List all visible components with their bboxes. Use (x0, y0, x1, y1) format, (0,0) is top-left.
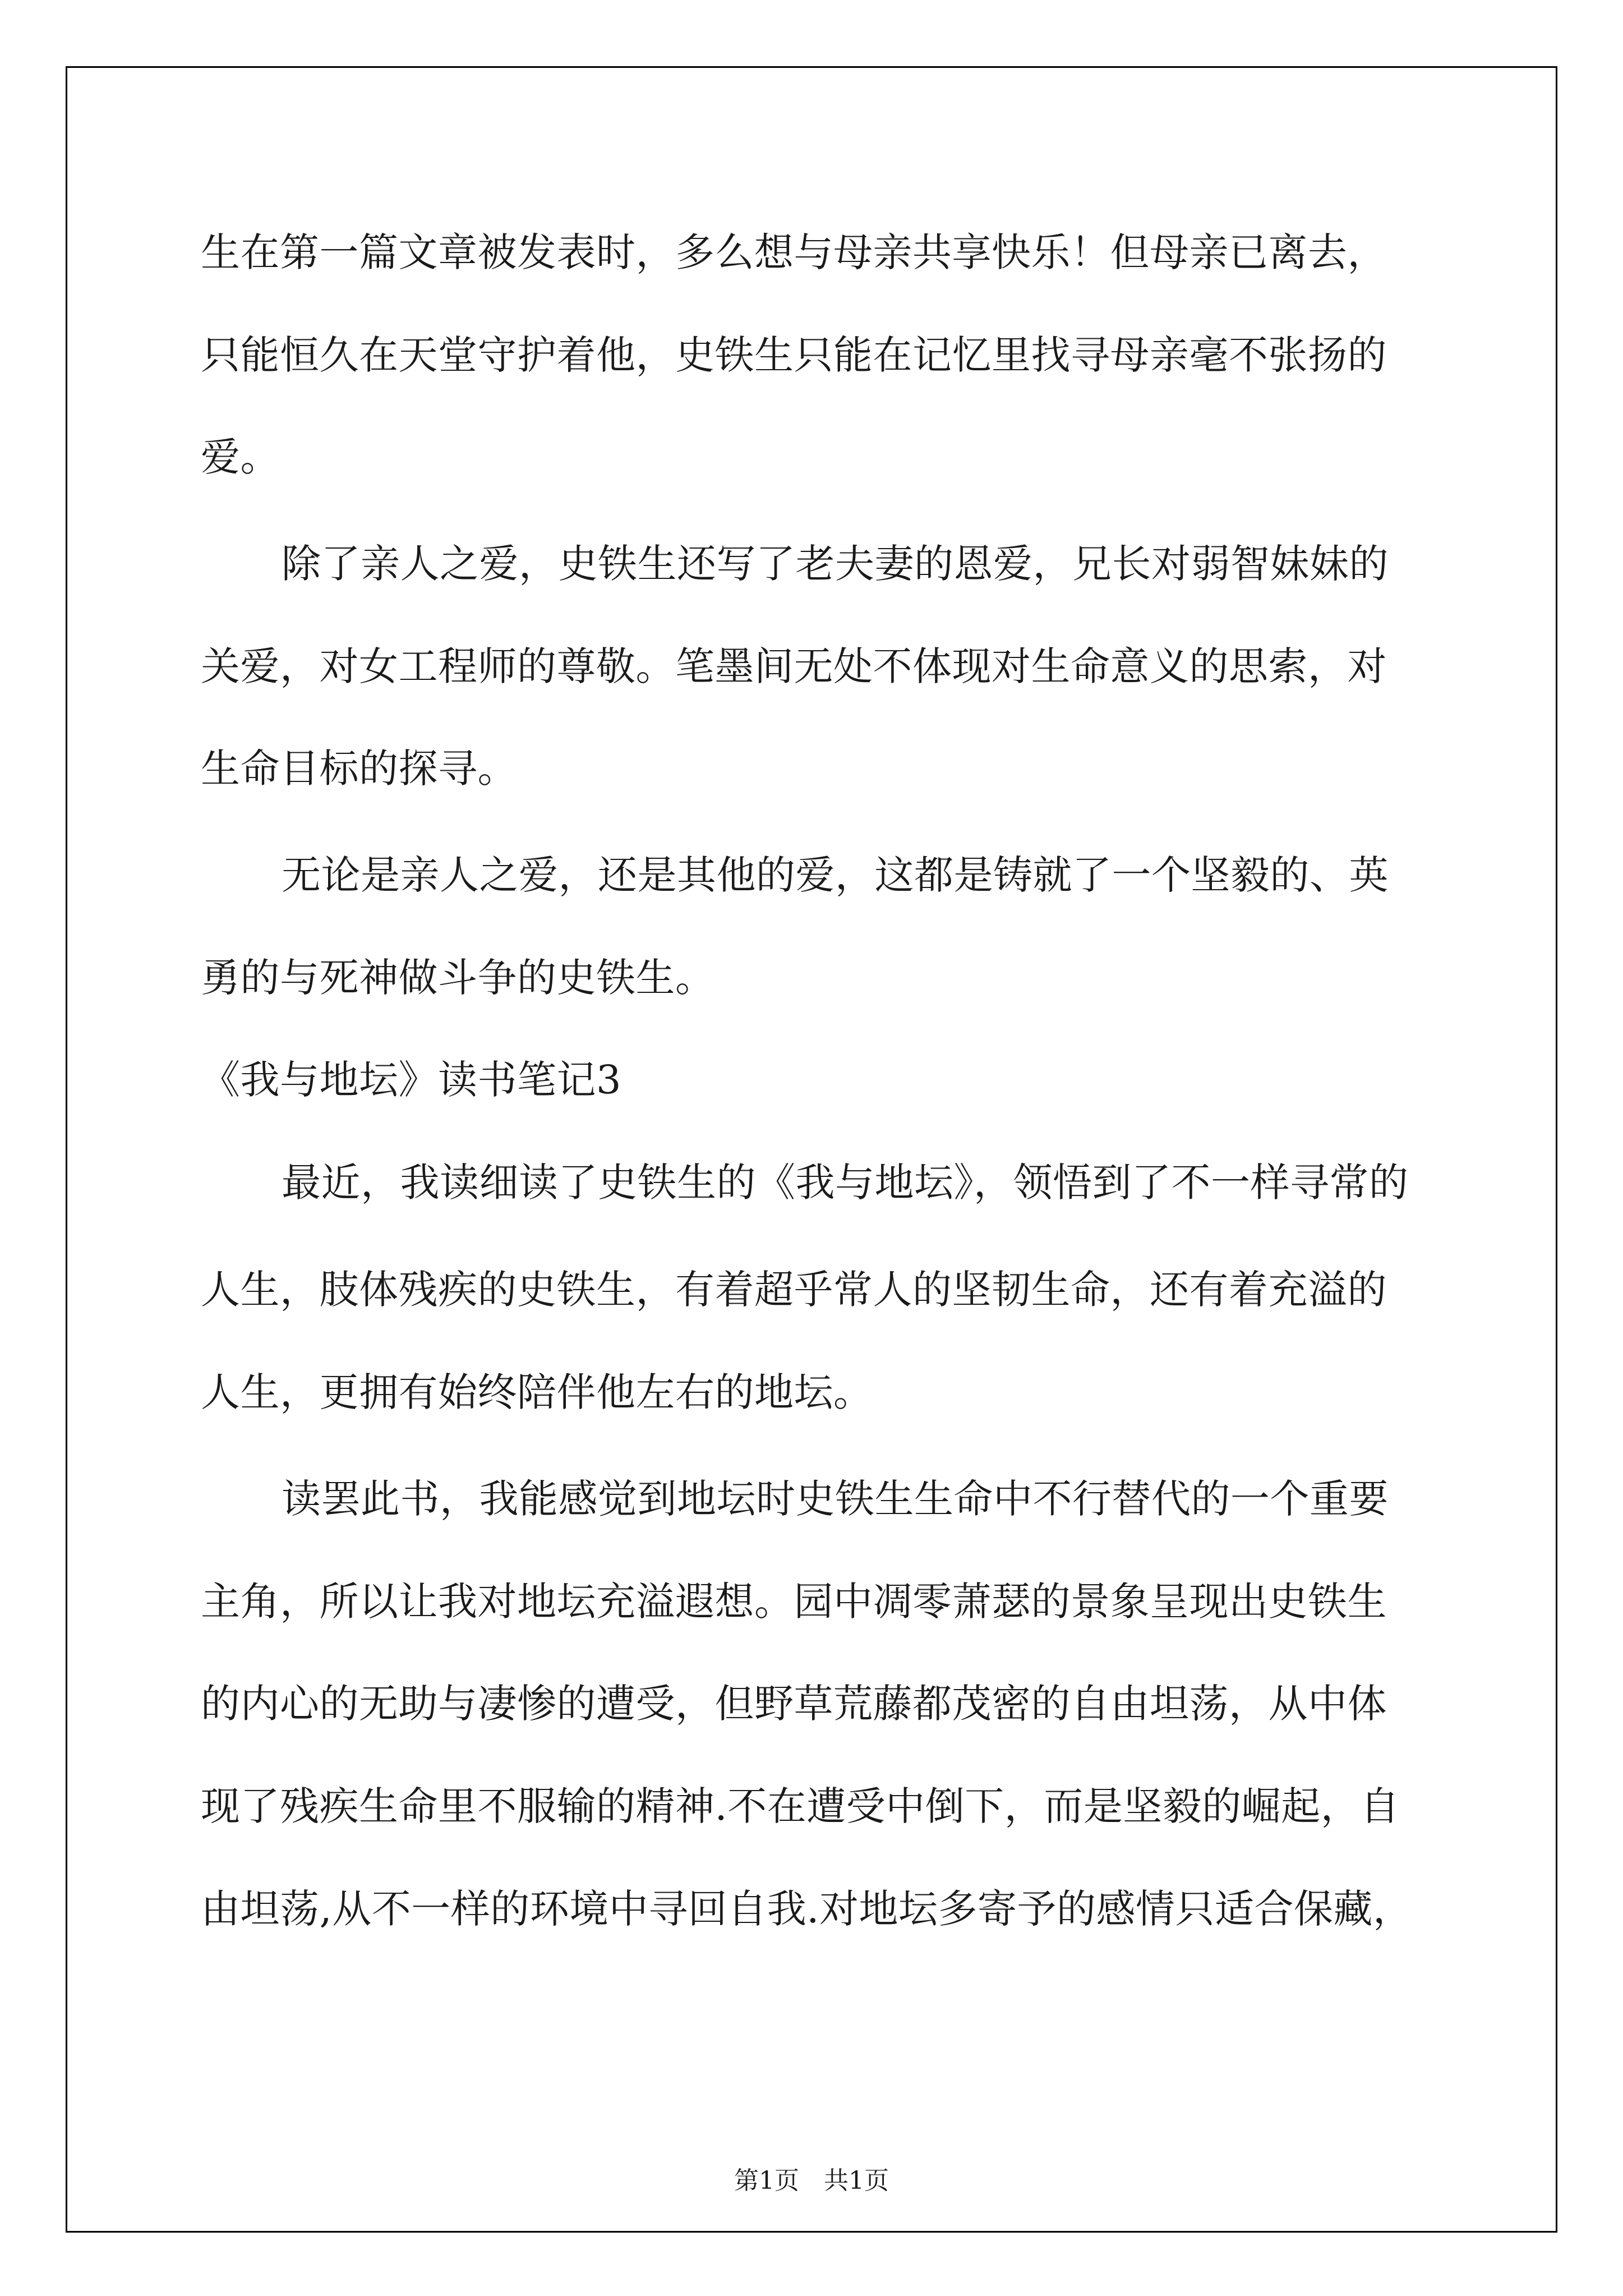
text-line: 勇的与死神做斗争的史铁生。 (201, 955, 715, 1001)
section-heading: 《我与地坛》读书笔记3 (201, 1057, 622, 1103)
text-line: 关爱，对女工程师的尊敬。笔墨间无处不体现对生命意义的思索，对 (201, 643, 1387, 689)
text-line: 的内心的无助与凄惨的遭受，但野草荒藤都茂密的自由坦荡，从中体 (201, 1681, 1387, 1727)
text-line: 生在第一篇文章被发表时，多么想与母亲共享快乐！但母亲已离去， (201, 229, 1387, 275)
text-line: 人生，肢体残疾的史铁生，有着超乎常人的坚韧生命，还有着充溢的 (201, 1267, 1387, 1313)
text-line: 人生，更拥有始终陪伴他左右的地坛。 (201, 1369, 873, 1415)
paragraph-start-line: 无论是亲人之爱，还是其他的爱，这都是铸就了一个坚毅的、英 (282, 852, 1389, 898)
paragraph-start-line: 读罢此书，我能感觉到地坛时史铁生生命中不行替代的一个重要 (282, 1476, 1389, 1522)
paragraph-start-line: 最近，我读细读了史铁生的《我与地坛》，领悟到了不一样寻常的 (282, 1159, 1409, 1205)
text-line: 主角，所以让我对地坛充溢遐想。园中凋零萧瑟的景象呈现出史铁生 (201, 1579, 1387, 1625)
paragraph-start-line: 除了亲人之爱，史铁生还写了老夫妻的恩爱，兄长对弱智妹妹的 (282, 541, 1389, 587)
text-line: 爱。 (201, 434, 280, 480)
text-line: 现了残疾生命里不服输的精神.不在遭受中倒下，而是坚毅的崛起，自 (201, 1783, 1400, 1829)
text-line: 生命目标的探寻。 (201, 746, 517, 792)
page-number-footer: 第1页 共1页 (734, 2166, 889, 2195)
text-line: 由坦荡,从不一样的环境中寻回自我.对地坛多寄予的感情只适合保藏， (201, 1886, 1413, 1932)
text-line: 只能恒久在天堂守护着他，史铁生只能在记忆里找寻母亲毫不张扬的 (201, 332, 1387, 378)
